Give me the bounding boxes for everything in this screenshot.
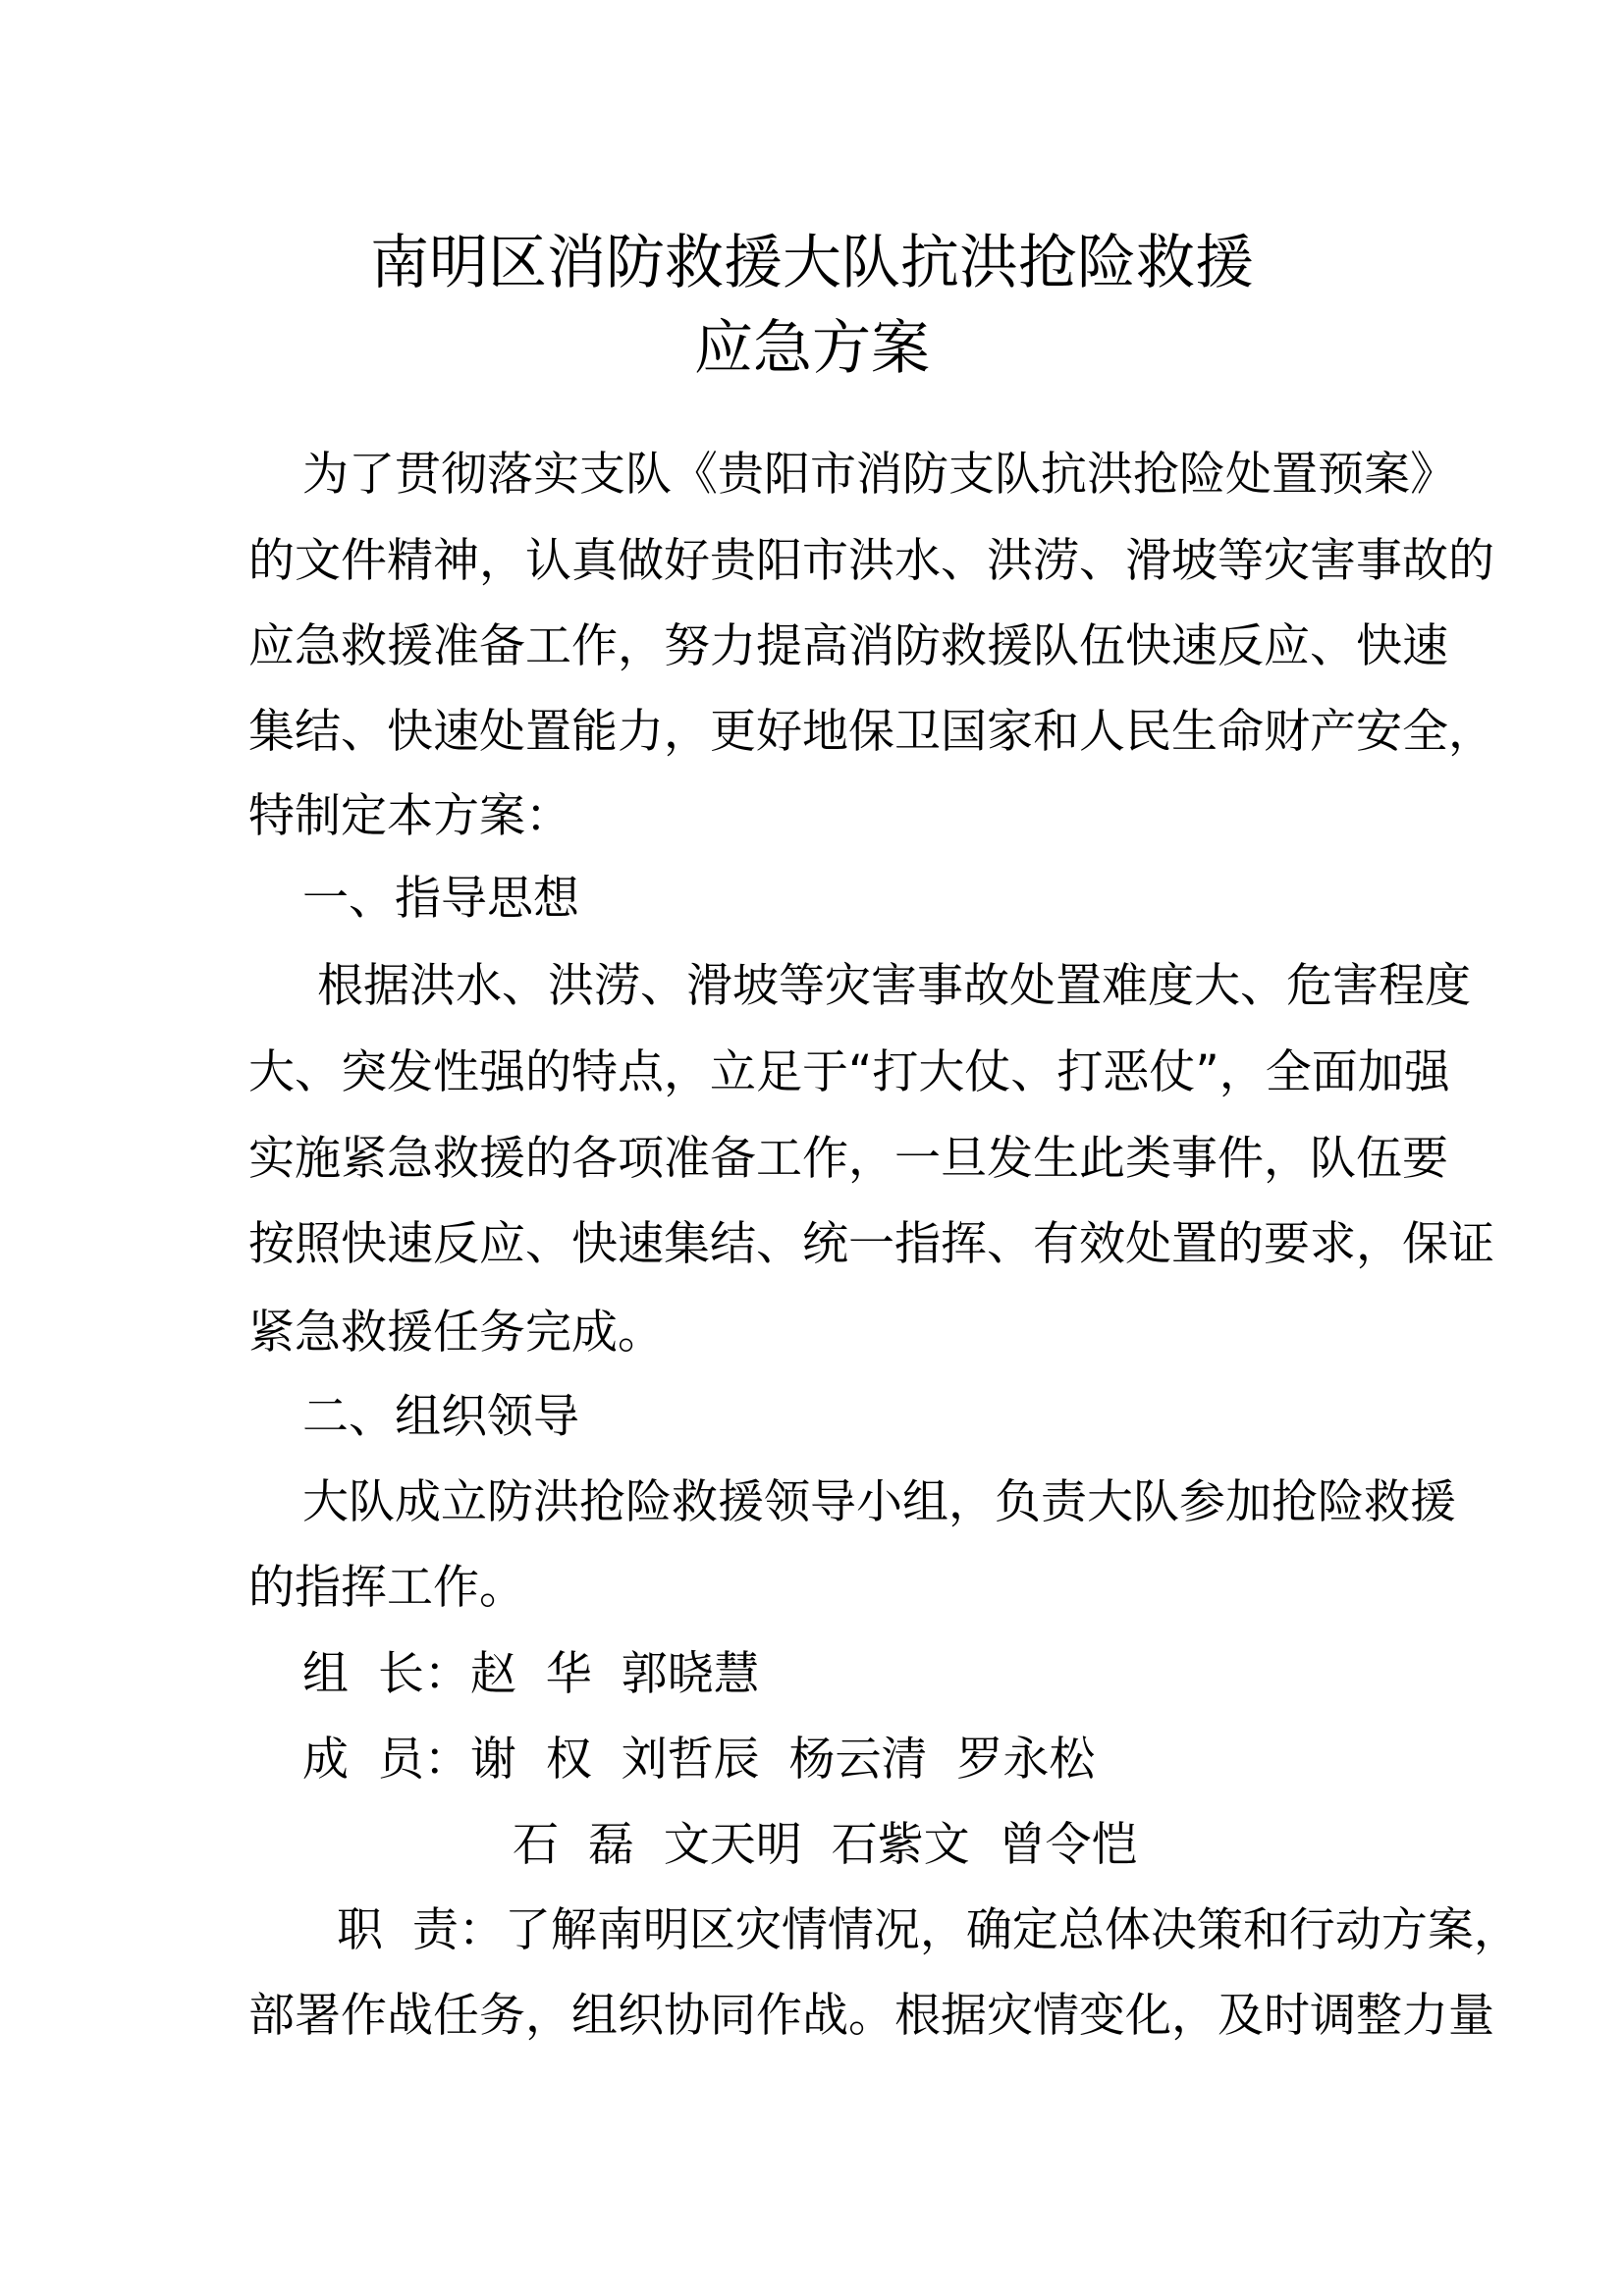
duty-line: 职 责：了解南明区灾情情况，确定总体决策和行动方案， <box>337 1903 1520 1957</box>
intro-line: 特制定本方案： <box>248 789 571 843</box>
intro-line: 应急救援准备工作，努力提高消防救援队伍快速反应、快速 <box>248 619 1448 673</box>
section1-line: 按照快速反应、快速集结、统一指挥、有效处置的要求，保证 <box>248 1217 1494 1271</box>
intro-line: 的文件精神，认真做好贵阳市洪水、洪涝、滑坡等灾害事故的 <box>248 534 1494 588</box>
section2-line: 大队成立防洪抢险救援领导小组，负责大队参加抢险救援 <box>302 1475 1456 1529</box>
group-members-continued-line: 石 磊 文天明 石紫文 曾令恺 <box>513 1818 1138 1872</box>
section1-line: 紧急救援任务完成。 <box>248 1306 664 1360</box>
section1-line: 大、突发性强的特点，立足于“打大仗、打恶仗”，全面加强 <box>248 1045 1450 1099</box>
document-title-line-1: 南明区消防救援大队抗洪抢险救援 <box>370 229 1254 297</box>
section-heading-guiding-ideology: 一、指导思想 <box>302 872 579 926</box>
intro-line: 为了贯彻落实支队《贵阳市消防支队抗洪抢险处置预案》 <box>302 448 1456 502</box>
section1-line: 根据洪水、洪涝、滑坡等灾害事故处置难度大、危害程度 <box>317 959 1471 1013</box>
duty-line: 部署作战任务，组织协同作战。根据灾情变化，及时调整力量 <box>248 1989 1494 2043</box>
section-heading-organization: 二、组织领导 <box>302 1390 579 1444</box>
group-leader-line: 组 长：赵 华 郭晓慧 <box>302 1647 760 1701</box>
intro-line: 集结、快速处置能力，更好地保卫国家和人民生命财产安全， <box>248 705 1494 759</box>
document-title-line-2: 应急方案 <box>694 314 930 383</box>
section2-line: 的指挥工作。 <box>248 1561 525 1615</box>
section1-line: 实施紧急救援的各项准备工作，一旦发生此类事件，队伍要 <box>248 1132 1448 1186</box>
group-members-line: 成 员：谢 权 刘哲辰 杨云清 罗永松 <box>302 1733 1096 1787</box>
